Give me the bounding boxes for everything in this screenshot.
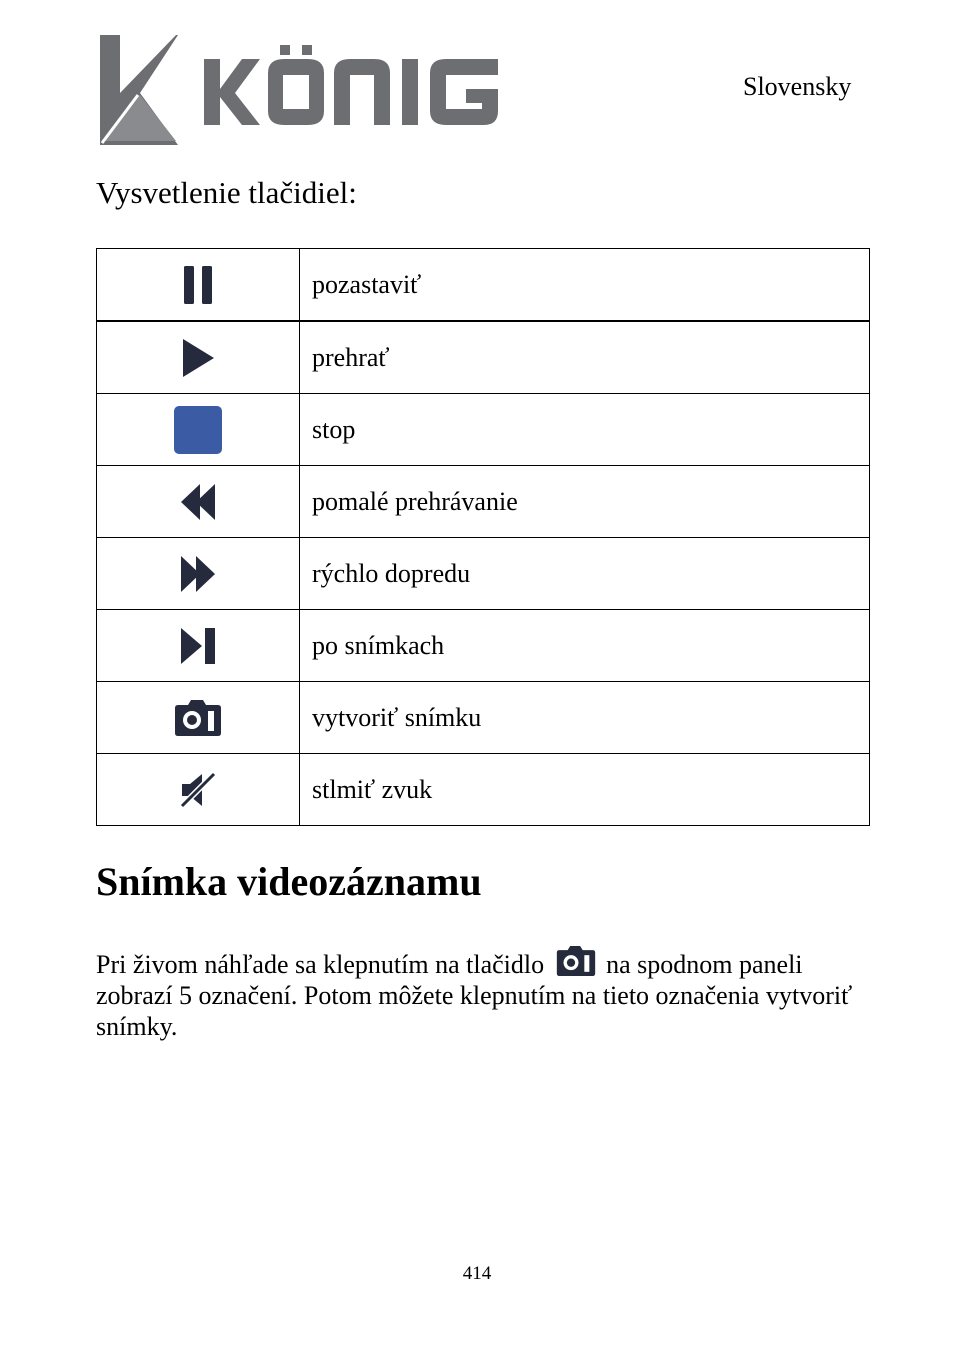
stop-icon — [173, 405, 223, 455]
table-row — [97, 610, 870, 682]
button-label: prehrať — [300, 321, 870, 394]
table-row — [97, 466, 870, 538]
button-label: stlmiť zvuk — [300, 754, 870, 826]
play-icon — [180, 337, 216, 379]
instruction-text-end: na spodnom paneli zobrazí 5 označení. Potom môžete klepnutím na tieto označenia vytvoriť snímky. — [96, 950, 853, 1041]
button-explanation-heading: Vysvetlenie tlačidiel: — [96, 175, 357, 210]
table-row — [97, 682, 870, 754]
fast-forward-icon — [180, 554, 216, 594]
table-row — [97, 754, 870, 826]
button-label: vytvoriť snímku — [300, 682, 870, 754]
table-row — [97, 538, 870, 610]
button-label: pomalé prehrávanie — [300, 466, 870, 538]
language-label: Slovensky — [743, 72, 852, 101]
frame-step-icon — [180, 626, 216, 666]
button-label: po snímkach — [300, 610, 870, 682]
button-label: rýchlo dopredu — [300, 538, 870, 610]
snapshot-instructions — [96, 945, 876, 1042]
table-row — [97, 321, 870, 394]
button-label: pozastaviť — [300, 249, 870, 322]
pause-icon — [182, 265, 214, 305]
snapshot-section-title: Snímka videozáznamu — [96, 859, 482, 904]
instruction-text-start: Pri živom náhľade sa klepnutím na tlačidlo — [96, 950, 545, 979]
table-row — [97, 394, 870, 466]
button-label: stop — [300, 394, 870, 466]
rewind-icon — [180, 482, 216, 522]
mute-icon — [180, 772, 216, 808]
konig-logo — [98, 33, 516, 145]
camera-icon — [174, 699, 222, 737]
table-row — [97, 249, 870, 322]
page-number: 414 — [462, 1263, 492, 1284]
camera-icon — [556, 945, 596, 977]
button-explanation-table — [96, 248, 870, 826]
